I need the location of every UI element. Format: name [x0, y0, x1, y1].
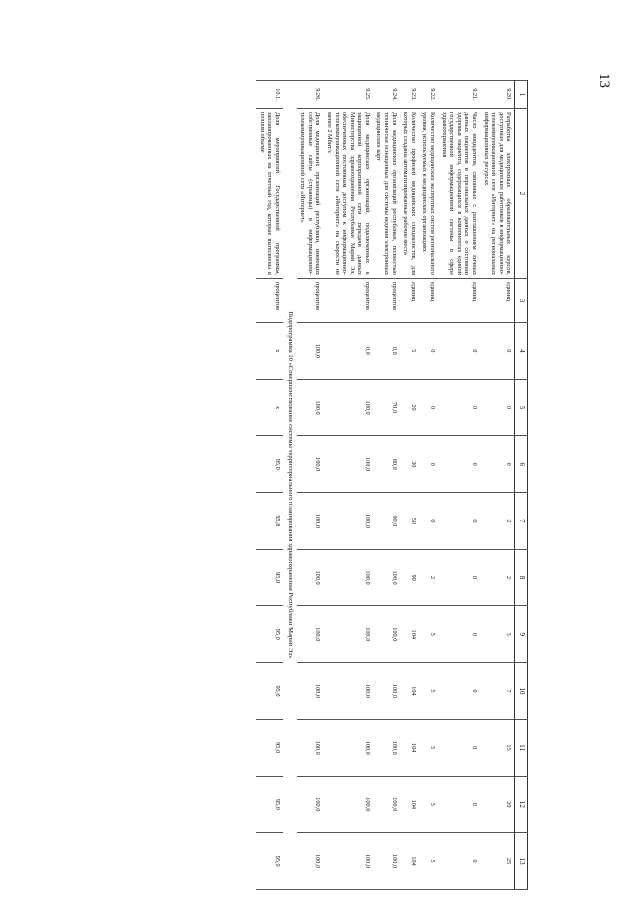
value-cell: 100,0 [373, 663, 400, 720]
indicator-description: Доля медицинских организаций, подключенных к защищенной корпоративной сети передачи данных Министерства здравоохранения Республики Марий Эл, обеспеченных постоянным доступом к информационно-телекоммуникационной сети «Интернет» на скорости не менее 2 Мбит/с [323, 109, 373, 279]
value-cell: 100,0 [323, 549, 373, 606]
value-cell: 100,0 [373, 833, 400, 890]
value-cell: 95,0 [256, 719, 283, 776]
value-cell: 0 [438, 493, 480, 550]
column-header: 6 [515, 436, 528, 493]
value-cell: 0,0 [323, 323, 373, 380]
value-cell: 100,0 [297, 833, 324, 890]
value-cell: 100,0 [297, 549, 324, 606]
unit-cell: процентов [256, 279, 283, 323]
column-header: 3 [515, 279, 528, 323]
indicator-description: Количество медицинских экспертных систем регионального уровня, используемых в медицинских организациях [419, 109, 438, 279]
column-header: 10 [515, 663, 528, 720]
value-cell: 100,0 [323, 379, 373, 436]
row-number: 9.21. [438, 81, 480, 109]
column-header: 8 [515, 549, 528, 606]
value-cell: 20 [480, 776, 515, 833]
value-cell: 0 [438, 833, 480, 890]
indicator-description: Доля медицинских организаций республики, полностью технически оснащенных для системы ведения электронных медицинских карт [373, 109, 400, 279]
row-number: 9.24. [373, 81, 400, 109]
table-header-row [515, 81, 528, 890]
table-row [297, 81, 324, 890]
value-cell: 0 [438, 663, 480, 720]
value-cell: 0 [438, 719, 480, 776]
value-cell: 0,0 [373, 323, 400, 380]
value-cell: 30 [400, 436, 419, 493]
value-cell: 104 [400, 776, 419, 833]
value-cell: 100,0 [297, 436, 324, 493]
value-cell: 0 [438, 776, 480, 833]
indicator-description: Количество профилей медицинских специалистов, для которых созданы автоматизированные рабочие места [400, 109, 419, 279]
value-cell: 25 [480, 833, 515, 890]
value-cell: 100,0 [373, 719, 400, 776]
table-row [419, 81, 438, 890]
value-cell: 80,0 [373, 436, 400, 493]
column-header: 1 [515, 81, 528, 109]
value-cell: 104 [400, 719, 419, 776]
unit-cell: единиц [419, 279, 438, 323]
value-cell: x [256, 323, 283, 380]
value-cell: 15 [480, 719, 515, 776]
indicator-description: Доля медицинских организаций республики, имеющих собственные сайты (страницы) в информационно-телекоммуникационной сети «Интернет» [297, 109, 324, 279]
value-cell: 100,0 [323, 776, 373, 833]
value-cell: 0 [480, 323, 515, 380]
column-header: 9 [515, 606, 528, 663]
value-cell: 5 [419, 606, 438, 663]
subprogram-row [283, 81, 297, 890]
column-header: 13 [515, 833, 528, 890]
value-cell: 100,0 [323, 833, 373, 890]
unit-cell: процентов [323, 279, 373, 323]
indicator-description: Доля мероприятий Государственной программы, запланированных на отчетный год, которые выполнены в полном объеме [256, 109, 283, 279]
value-cell: 0 [480, 379, 515, 436]
value-cell: 100,0 [323, 436, 373, 493]
row-number: 9.22. [419, 81, 438, 109]
table-row [373, 81, 400, 890]
row-number: 10.1. [256, 81, 283, 109]
value-cell: 50 [400, 493, 419, 550]
value-cell: 95,0 [256, 606, 283, 663]
column-header: 5 [515, 379, 528, 436]
value-cell: 100,0 [323, 493, 373, 550]
value-cell: 100,0 [297, 493, 324, 550]
value-cell: 5 [419, 663, 438, 720]
row-number: 9.23. [400, 81, 419, 109]
table-row [400, 81, 419, 890]
value-cell: 100,0 [373, 606, 400, 663]
value-cell: 0 [438, 436, 480, 493]
table-row [256, 81, 283, 890]
value-cell: 100,0 [323, 663, 373, 720]
row-number: 9.20. [480, 81, 515, 109]
value-cell: 0 [419, 436, 438, 493]
value-cell: 104 [400, 606, 419, 663]
column-header: 4 [515, 323, 528, 380]
value-cell: 2 [480, 493, 515, 550]
value-cell: 0 [480, 436, 515, 493]
value-cell: 0 [419, 379, 438, 436]
table-row [438, 81, 480, 890]
unit-cell: процентов [297, 279, 324, 323]
value-cell: 0 [419, 323, 438, 380]
column-header: 7 [515, 493, 528, 550]
value-cell: 95,0 [256, 663, 283, 720]
subprogram-title: Подпрограмма 10 «Совершенствование системы территориального планирования здравоохранения Республики Марий Эл» [283, 81, 297, 890]
value-cell: 90 [400, 549, 419, 606]
indicators-table [256, 80, 528, 890]
value-cell: 100,0 [373, 776, 400, 833]
row-number: 9.25. [323, 81, 373, 109]
value-cell: 0 [438, 323, 480, 380]
value-cell: 95,0 [256, 436, 283, 493]
value-cell: 0 [438, 379, 480, 436]
value-cell: 0 [438, 606, 480, 663]
value-cell: 95,8 [256, 493, 283, 550]
unit-cell: единиц [438, 279, 480, 323]
value-cell: 90,0 [373, 493, 400, 550]
value-cell: 20 [400, 379, 419, 436]
table-row [480, 81, 515, 890]
value-cell: 5 [480, 606, 515, 663]
unit-cell: процентов [373, 279, 400, 323]
value-cell: 95,0 [256, 549, 283, 606]
value-cell: 5 [419, 719, 438, 776]
value-cell: 2 [480, 549, 515, 606]
indicator-description: Число инцидентов, связанных с разглашением личных данных пациентов и персональных данных о состоянии здоровья пациента, содержащихся в компонентах единой государственной информационной системы в сфере здравоохранения [438, 109, 480, 279]
value-cell: 100,0 [297, 323, 324, 380]
value-cell: 95,0 [256, 833, 283, 890]
value-cell: 100,0 [297, 606, 324, 663]
unit-cell: единиц [400, 279, 419, 323]
value-cell: 100,0 [323, 606, 373, 663]
value-cell: 2 [419, 549, 438, 606]
value-cell: 100,0 [297, 663, 324, 720]
column-header: 11 [515, 719, 528, 776]
value-cell: 0 [419, 493, 438, 550]
value-cell: 5 [419, 833, 438, 890]
table-row [323, 81, 373, 890]
value-cell: 100,0 [323, 719, 373, 776]
value-cell: 100,0 [373, 549, 400, 606]
value-cell: 100,0 [297, 719, 324, 776]
row-number: 9.26. [297, 81, 324, 109]
value-cell: x [256, 379, 283, 436]
value-cell: 70,0 [373, 379, 400, 436]
value-cell: 0 [438, 549, 480, 606]
value-cell: 100,0 [297, 776, 324, 833]
value-cell: 100,0 [297, 379, 324, 436]
value-cell: 7 [480, 663, 515, 720]
value-cell: 104 [400, 833, 419, 890]
page-number: 13 [596, 73, 612, 88]
column-header: 12 [515, 776, 528, 833]
value-cell: 95,0 [256, 776, 283, 833]
value-cell: 104 [400, 663, 419, 720]
value-cell: 5 [419, 776, 438, 833]
unit-cell: единиц [480, 279, 515, 323]
table-body [256, 81, 515, 890]
value-cell: 5 [400, 323, 419, 380]
column-header: 2 [515, 109, 528, 279]
indicator-description: Разработка электронных образовательных курсов, доступных для медицинских работников в информационно-телекоммуникационной сети «Интернет» на региональных информационных ресурсах [480, 109, 515, 279]
